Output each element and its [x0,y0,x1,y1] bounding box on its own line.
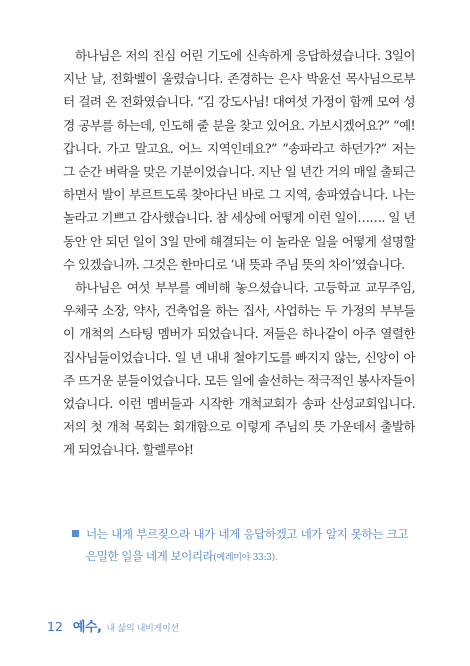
quote-text: 너는 내게 부르짖으라 내가 네게 응답하겠고 네가 알지 못하는 크고 은밀한 일을 네게 보이리라 [86,527,408,563]
body-text [63,44,415,462]
quote-text-block [86,523,408,569]
square-bullet-icon [72,530,79,537]
paragraph-1: 하나님은 저의 진심 어린 기도에 신속하게 응답하셨습니다. 3일이 지난 날, 전화벨이 울렸습니다. 존경하는 은사 박윤선 목사님으로부터 걸려 온 전화였습니다. “김 강도사님! 대여섯 가정이 함께 모여 성경 공부를 하는데, 인도해 줄 분을 찾고 있어요. 가보시겠어요?” “예! 갑니다. 가고 말고요. 어느 지역인데요?” “송파라고 하던가?” 저는 그 순간 벼락을 맞은 기분이었습니다. 지난 일 년간 거의 매일 출퇴근하면서 발이 부르트도록 찾아다닌 바로 그 지역, 송파였습니다. 나는 놀라고 기쁘고 감사했습니다. 참 세상에 어떻게 이런 일이……. 일 년 동안 안 되던 일이 3일 만에 해결되는 이 놀라운 일을 어떻게 설명할 수 있겠습니까. 그것은 한마디로 ‘내 뜻과 주님 뜻의 차이’였습니다. [63,48,415,272]
page-footer [47,616,179,636]
page-number: 12 [47,619,63,634]
running-head-title: 내 삶의 내비게이션 [106,624,179,634]
running-head-brand: 예수, [72,620,102,635]
quote-reference: (예레미야 33:3). [213,553,278,563]
scripture-quote [72,523,408,569]
paragraph-2: 하나님은 여섯 부부를 예비해 놓으셨습니다. 고등학교 교무주임, 우체국 소장, 약사, 건축업을 하는 집사, 사업하는 두 가정의 부부들이 개척의 스타팅 멤버가 되었습니다. 저들은 하나같이 아주 열렬한 집사님들이었습니다. 일 년 내내 철야기도를 빠지지 않는, 신앙이 아주 뜨거운 분들이었습니다. 모든 일에 솔선하는 적극적인 봉사자들이었습니다. 이런 멤버들과 시작한 개척교회가 송파 산성교회입니다. 저의 첫 개척 목회는 회개함으로 이렇게 주님의 뜻 가운데서 출발하게 되었습니다. 할렐루야! [63,280,415,458]
